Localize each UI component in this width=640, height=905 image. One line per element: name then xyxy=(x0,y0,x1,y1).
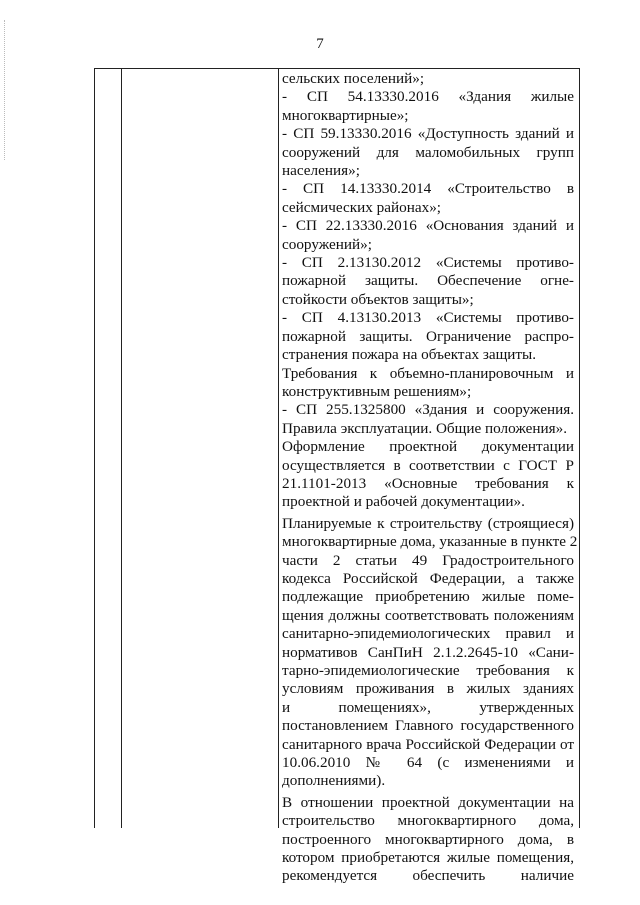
text-line: щения должны соответствовать положениям xyxy=(282,606,574,624)
text-line: строительство многоквартирного дома, xyxy=(282,812,574,830)
text-line: сельских поселений»; xyxy=(282,70,425,87)
table-cell-text xyxy=(282,70,578,886)
text-line: котором приобретаются жилые помещения, xyxy=(282,849,574,867)
column-divider-1 xyxy=(121,69,122,828)
text-line: пожарной защиты. Обеспечение огне- xyxy=(282,272,574,290)
text-line: многоквартирные»; xyxy=(282,106,409,124)
text-line: тарно-эпидемиологические требования к xyxy=(282,662,574,679)
text-line: 21.1101-2013 «Основные требования к xyxy=(282,474,574,492)
text-line: - СП 14.13330.2014 «Строительство в xyxy=(282,180,574,198)
text-line: подлежащие приобретению жилые поме- xyxy=(282,588,574,606)
text-line: - СП 4.13130.2013 «Системы противо- xyxy=(282,309,574,327)
text-line: осуществляется в соответствии с ГОСТ Р xyxy=(282,456,574,474)
text-line: нормативов СанПиН 2.1.2.2645-10 «Сани- xyxy=(282,643,574,661)
text-line: - СП 54.13330.2016 «Здания жилые xyxy=(282,88,574,106)
text-line: - СП 59.13330.2016 «Доступность зданий и xyxy=(282,125,574,143)
text-line: и помещениях», утвержденных xyxy=(282,698,574,716)
text-line: дополнениями). xyxy=(282,772,386,790)
page-number: 7 xyxy=(316,36,324,52)
text-line: 10.06.2010 № 64 (с изменениями и xyxy=(282,754,574,772)
text-line: Требования к объемно-планировочным и xyxy=(282,364,574,382)
text-line: многоквартирные дома, указанные в пункте 2 xyxy=(282,533,578,551)
document-table xyxy=(94,68,580,885)
text-line: санитарно-эпидемиологических правил и xyxy=(282,625,574,643)
text-line: сооружений»; xyxy=(282,235,372,253)
text-line: Правила эксплуатации. Общие положения». xyxy=(282,419,568,437)
text-line: - СП 255.1325800 «Здания и сооружения. xyxy=(282,401,574,419)
text-line: - СП 2.13130.2012 «Системы противо- xyxy=(282,254,574,272)
text-line: населения»; xyxy=(282,162,360,180)
text-line: Планируемые к строительству (строящиеся) xyxy=(282,514,574,532)
text-line: проектной и рабочей документации». xyxy=(282,493,525,511)
text-line: санитарного врача Российской Федерации от xyxy=(282,735,574,753)
text-line: построенного многоквартирного дома, в xyxy=(282,830,574,848)
column-divider-2 xyxy=(278,69,279,828)
text-line: - СП 22.13330.2016 «Основания зданий и xyxy=(282,217,574,235)
text-line: конструктивным решениям»; xyxy=(282,382,472,400)
text-line: пожарной защиты. Ограничение распро- xyxy=(282,327,574,345)
text-line: В отношении проектной документации на xyxy=(282,793,574,811)
text-line: кодекса Российской Федерации, а также xyxy=(282,569,574,587)
text-line: сейсмических районах»; xyxy=(282,198,442,216)
text-line: части 2 статьи 49 Градостроительного xyxy=(282,551,574,569)
text-line: стойкости объектов защиты»; xyxy=(282,290,474,308)
text-line: сооружений для маломобильных групп xyxy=(282,143,574,161)
text-line: условиям проживания в жилых зданиях xyxy=(282,680,574,698)
text-line: постановлением Главного государственного xyxy=(282,717,574,735)
text-line: рекомендуется обеспечить наличие xyxy=(282,867,574,885)
text-line: странения пожара на объектах защиты. xyxy=(282,346,537,364)
text-line: Оформление проектной документации xyxy=(282,438,574,456)
